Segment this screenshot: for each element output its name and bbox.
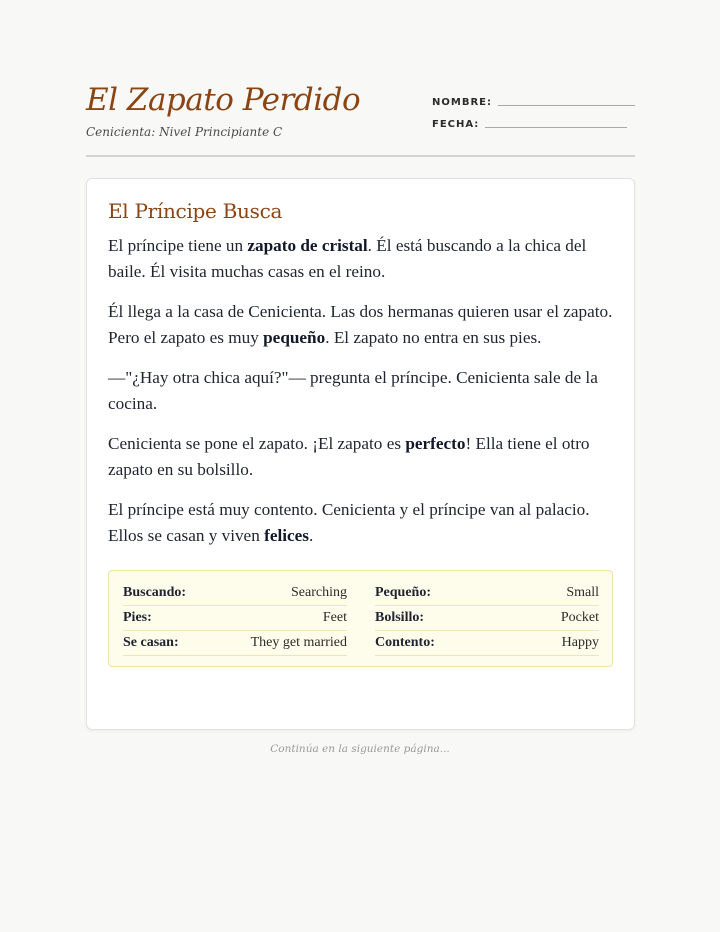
vocab-item [375, 631, 599, 656]
story-paragraph [108, 233, 613, 285]
paragraph-text: El príncipe está muy contento. Cenicienta y el príncipe van al palacio. Ellos se casan y viven [108, 500, 590, 545]
vocab-highlight: pequeño [263, 328, 326, 347]
name-label: NOMBRE: [432, 97, 492, 108]
date-field[interactable] [485, 127, 627, 128]
vocab-item [375, 581, 599, 606]
page-title: El Zapato Perdido [86, 82, 361, 118]
story-paragraph [108, 431, 613, 483]
vocab-definition: Feet [322, 610, 347, 625]
continuation-note: Continúa en la siguiente página... [270, 743, 450, 755]
vocabulary-box [108, 570, 613, 667]
paragraph-text: . El zapato no entra en sus pies. [325, 328, 542, 347]
student-info [432, 86, 635, 130]
story-paragraph [108, 299, 613, 351]
vocab-definition: They get married [250, 635, 347, 650]
story-paragraph: —"¿Hay otra chica aquí?"— pregunta el príncipe. Cenicienta sale de la cocina. [108, 368, 598, 413]
paragraph-text: Él llega a la casa de Cenicienta. Las dos hermanas quieren usar el zapato. Pero el zapato es muy [108, 302, 613, 347]
worksheet-header [86, 0, 635, 157]
vocab-definition: Happy [561, 635, 599, 650]
vocab-highlight: zapato de cristal [247, 236, 368, 255]
vocab-definition: Small [566, 585, 599, 600]
date-row [432, 108, 635, 130]
story-paragraph [108, 497, 613, 549]
worksheet-page [86, 0, 635, 650]
paragraph-text: El príncipe tiene un [108, 236, 248, 255]
vocab-highlight: perfecto [405, 434, 466, 453]
vocab-item [375, 606, 599, 631]
story-card [86, 178, 635, 730]
vocab-definition: Pocket [560, 610, 599, 625]
vocab-item [123, 631, 347, 656]
paragraph-text: Cenicienta se pone el zapato. ¡El zapato es [108, 434, 406, 453]
vocab-term: Bolsillo: [375, 610, 425, 625]
vocab-item [123, 581, 347, 606]
name-field[interactable] [498, 105, 635, 106]
paragraph-text: . [308, 526, 314, 545]
paragraph-text: ! Ella tiene el otro zapato en su bolsillo. [108, 434, 590, 479]
vocab-item [123, 606, 347, 631]
vocab-highlight: felices [264, 526, 309, 545]
vocab-term: Pequeño: [375, 585, 431, 600]
vocab-term: Contento: [375, 635, 435, 650]
vocab-definition: Searching [291, 585, 347, 600]
vocab-term: Buscando: [123, 585, 187, 600]
page-subtitle: Cenicienta: Nivel Principiante C [86, 125, 283, 139]
vocab-term: Pies: [123, 610, 152, 625]
story-heading: El Príncipe Busca [108, 199, 283, 223]
paragraph-text: . Él está buscando a la chica del baile. Él visita muchas casas en el reino. [108, 236, 587, 281]
date-label: FECHA: [432, 119, 480, 130]
name-row [432, 86, 635, 108]
vocab-term: Se casan: [123, 635, 179, 650]
